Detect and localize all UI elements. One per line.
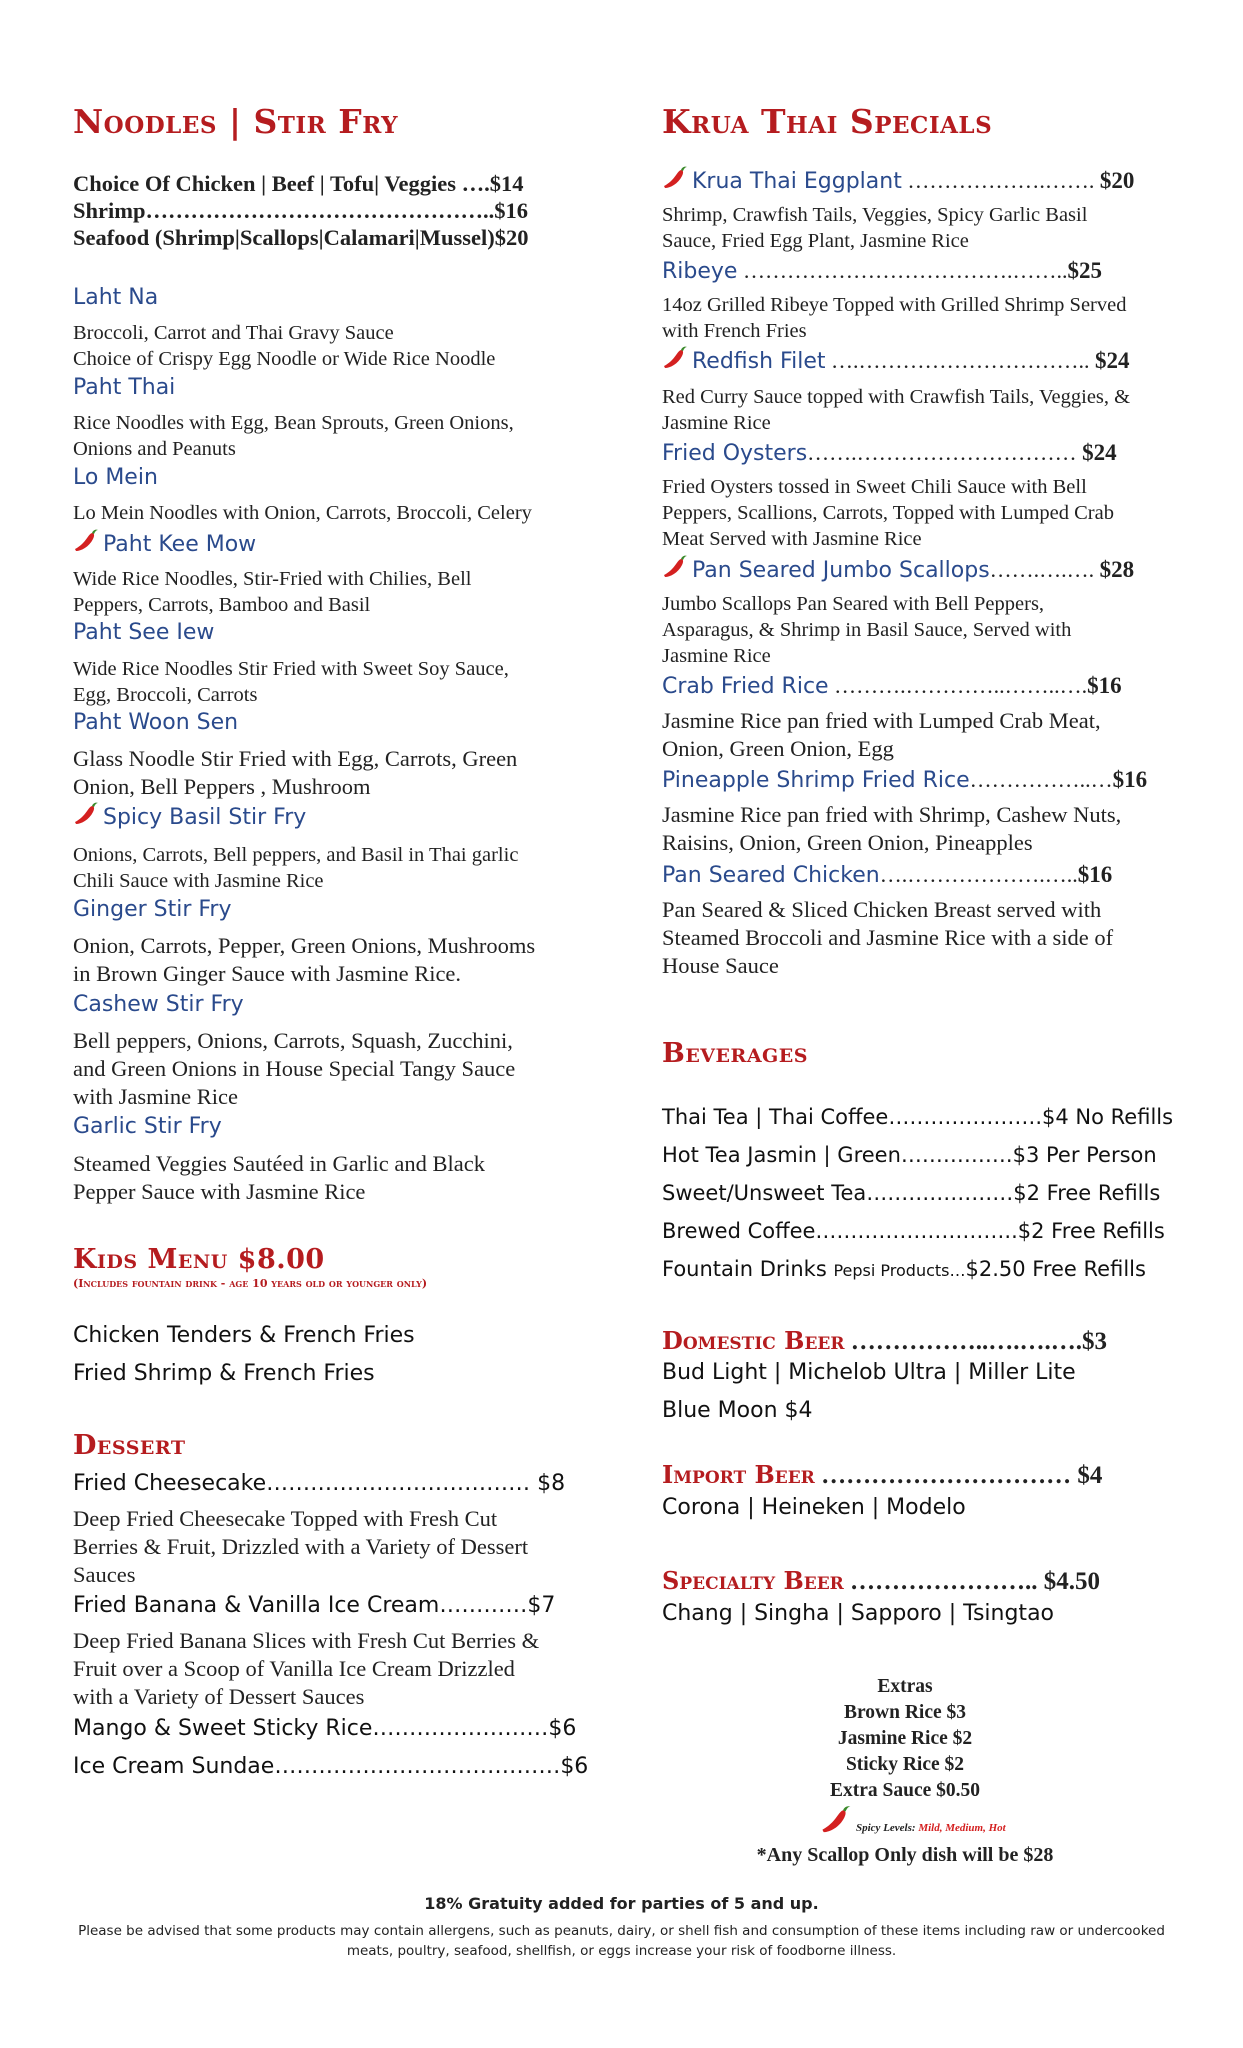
menu-item-paht-see-iew: Paht See Iew [73, 620, 215, 645]
beer-list: Chang | Singha | Sapporo | Tsingtao [662, 1601, 1055, 1626]
beverage-item: Brewed Coffee………………………..$2 Free Refills [662, 1219, 1165, 1243]
scallop-note: *Any Scallop Only dish will be $28 [756, 1844, 1054, 1866]
specialty-beer-heading: Specialty Beer ………………….. $4.50 [662, 1566, 1101, 1595]
beer-list: Bud Light | Michelob Ultra | Miller Lite [662, 1360, 1076, 1385]
special-pan-seared-jumbo-scallops: Pan Seared Jumbo Scallops…….….…. $28 [662, 553, 1134, 583]
beer-list: Blue Moon $4 [662, 1398, 813, 1423]
extras-block [745, 1674, 1065, 1804]
menu-item-paht-thai: Paht Thai [73, 375, 176, 400]
special-crab-fried-rice: Crab Fried Rice ……….…………..……..….$16 [662, 673, 1122, 699]
item-description: Steamed Veggies Sautéed in Garlic and Black Pepper Sauce with Jasmine Rice [73, 1151, 485, 1204]
special-fried-oysters: Fried Oysters…….………………………… $24 [662, 440, 1117, 466]
special-krua-thai-eggplant: Krua Thai Eggplant ……………….……. $20 [662, 164, 1134, 194]
dessert-fried-banana: Fried Banana & Vanilla Ice Cream…………$7 [73, 1593, 556, 1618]
kids-menu-note: (Includes fountain drink - age 10 years old or younger only) [73, 1277, 428, 1290]
item-description: Wide Rice Noodles Stir Fried with Sweet Soy Sauce, Egg, Broccoli, Carrots [73, 658, 509, 706]
gratuity-note: 18% Gratuity added for parties of 5 and up. [424, 1894, 819, 1913]
chili-icon [662, 553, 690, 581]
kids-menu-title: Kids Menu $8.00 [73, 1244, 325, 1275]
specials-title: Krua Thai Specials [662, 102, 993, 141]
choice-line: Choice Of Chicken | Beef | Tofu| Veggies ….$14 [73, 171, 524, 196]
extras-item: Brown Rice $3 [843, 1702, 967, 1723]
beverage-item: Hot Tea Jasmin | Green…………….$3 Per Person [662, 1143, 1157, 1167]
dessert-fried-cheesecake: Fried Cheesecake……………………………… $8 [73, 1471, 566, 1496]
kids-item: Chicken Tenders & French Fries [73, 1323, 415, 1348]
item-description: Pan Seared & Sliced Chicken Breast served with Steamed Broccoli and Jasmine Rice with a side of House Sauce [662, 897, 1114, 978]
beverage-item: Sweet/Unsweet Tea…………………$2 Free Refills [662, 1181, 1161, 1205]
item-description: Glass Noodle Stir Fried with Egg, Carrots, Green Onion, Bell Peppers , Mushroom [73, 746, 518, 799]
beer-list: Corona | Heineken | Modelo [662, 1495, 966, 1520]
menu-item-laht-na: Laht Na [73, 285, 159, 310]
choice-line: Shrimp………………………………………..$16 [73, 198, 529, 223]
item-description: Jumbo Scallops Pan Seared with Bell Peppers, Asparagus, & Shrimp in Basil Sauce, Served with Jasmine Rice [662, 593, 1072, 667]
domestic-beer-heading: Domestic Beer ……………..….….….$3 [662, 1326, 1107, 1355]
item-description: Onions, Carrots, Bell peppers, and Basil in Thai garlic Chili Sauce with Jasmine Rice [73, 844, 519, 892]
extras-title: Extras [877, 1676, 933, 1697]
extras-item: Extra Sauce $0.50 [829, 1780, 981, 1801]
dessert-title: Dessert [73, 1430, 186, 1461]
chili-icon [662, 344, 690, 372]
chili-icon [662, 164, 690, 192]
menu-item-paht-kee-mow: Paht Kee Mow [73, 527, 256, 557]
allergen-note: meats, poultry, seafood, shellfish, or eggs increase your risk of foodborne illness. [346, 1943, 897, 1959]
item-description: Rice Noodles with Egg, Bean Sprouts, Green Onions, Onions and Peanuts [73, 412, 514, 460]
spicy-levels: Spicy Levels: Mild, Medium, Hot [820, 1803, 1006, 1837]
item-description: Deep Fried Banana Slices with Fresh Cut Berries & Fruit over a Scoop of Vanilla Ice Cream Drizzled with a Variety of Dessert Sauces [73, 1628, 540, 1709]
special-redfish-filet: Redfish Filet ….………………………….. $24 [662, 344, 1130, 374]
item-description: Onion, Carrots, Pepper, Green Onions, Mushrooms in Brown Ginger Sauce with Jasmine Rice. [73, 933, 536, 986]
item-description: 14oz Grilled Ribeye Topped with Grilled Shrimp Served with French Fries [662, 294, 1127, 342]
special-ribeye: Ribeye ……………………………….……..$25 [662, 258, 1102, 284]
import-beer-heading: Import Beer ………………………… $4 [662, 1460, 1103, 1489]
item-description: Bell peppers, Onions, Carrots, Squash, Zucchini, and Green Onions in House Special Tangy Sauce with Jasmine Rice [73, 1028, 516, 1109]
beverage-item: Thai Tea | Thai Coffee………………….$4 No Refills [662, 1105, 1174, 1129]
noodles-title: Noodles | Stir Fry [73, 102, 399, 141]
special-pineapple-shrimp-fried-rice: Pineapple Shrimp Fried Rice……………..…$16 [662, 767, 1148, 793]
menu-item-garlic-stir-fry: Garlic Stir Fry [73, 1114, 222, 1139]
chili-icon [820, 1803, 854, 1837]
beverages-title: Beverages [662, 1038, 808, 1069]
item-description: Jasmine Rice pan fried with Lumped Crab Meat, Onion, Green Onion, Egg [662, 708, 1101, 761]
dessert-ice-cream-sundae: Ice Cream Sundae…………………………………$6 [73, 1754, 589, 1779]
chili-icon [73, 800, 101, 828]
allergen-note: Please be advised that some products may contain allergens, such as peanuts, dairy, or shell fish and consumption of these items including raw or undercooked [78, 1923, 1165, 1939]
menu-item-spicy-basil-stir-fry: Spicy Basil Stir Fry [73, 800, 306, 830]
item-description: Jasmine Rice pan fried with Shrimp, Cashew Nuts, Raisins, Onion, Green Onion, Pineapples [662, 802, 1122, 855]
menu-item-ginger-stir-fry: Ginger Stir Fry [73, 897, 232, 922]
item-description: Wide Rice Noodles, Stir-Fried with Chilies, Bell Peppers, Carrots, Bamboo and Basil [73, 568, 472, 616]
extras-item: Jasmine Rice $2 [837, 1728, 973, 1749]
footer [0, 1894, 1243, 1961]
choice-line: Seafood (Shrimp|Scallops|Calamari|Mussel)$20 [73, 225, 529, 250]
menu-item-cashew-stir-fry: Cashew Stir Fry [73, 992, 244, 1017]
item-description: Shrimp, Crawfish Tails, Veggies, Spicy Garlic Basil Sauce, Fried Egg Plant, Jasmine Rice [662, 204, 1088, 252]
item-description: Fried Oysters tossed in Sweet Chili Sauce with Bell Peppers, Scallions, Carrots, Topped with Lumped Crab Meat Served with Jasmine Rice [662, 476, 1114, 550]
item-description: Red Curry Sauce topped with Crawfish Tails, Veggies, & Jasmine Rice [662, 386, 1131, 434]
item-description: Lo Mein Noodles with Onion, Carrots, Broccoli, Celery [73, 502, 532, 524]
menu-item-paht-woon-sen: Paht Woon Sen [73, 710, 239, 735]
kids-item: Fried Shrimp & French Fries [73, 1361, 375, 1386]
item-description: Deep Fried Cheesecake Topped with Fresh Cut Berries & Fruit, Drizzled with a Variety of Dessert Sauces [73, 1506, 529, 1587]
beverage-item: Fountain Drinks Pepsi Products…$2.50 Free Refills [662, 1257, 1146, 1281]
extras-item: Sticky Rice $2 [845, 1754, 965, 1775]
special-pan-seared-chicken: Pan Seared Chicken….……………….…..$16 [662, 862, 1113, 888]
menu-item-lo-mein: Lo Mein [73, 465, 158, 490]
dessert-mango-sticky-rice: Mango & Sweet Sticky Rice……………………$6 [73, 1716, 577, 1741]
item-description: Broccoli, Carrot and Thai Gravy Sauce Choice of Crispy Egg Noodle or Wide Rice Noodle [73, 322, 496, 370]
chili-icon [73, 527, 101, 555]
